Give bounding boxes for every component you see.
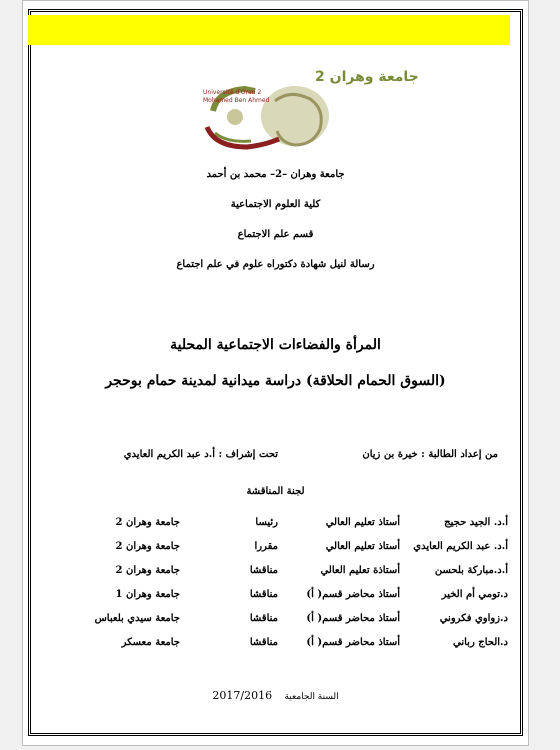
thesis-type: رسالة لنيل شهادة دكتوراه علوم في علم اجتماع — [176, 259, 375, 270]
member-name: أ.د. عبد الكريم العايدي — [413, 541, 508, 552]
university-logo-icon — [195, 61, 419, 153]
member-university: جامعة وهران 2 — [115, 517, 180, 528]
member-role: مناقشا — [249, 637, 278, 648]
department-name: قسم علم الاجتماع — [237, 229, 314, 240]
student-name: من إعداد الطالبة : خيرة بن زيان — [362, 449, 498, 460]
logo-french-subtext: Mohamed Ben Ahmed — [203, 97, 270, 104]
member-role: مناقشا — [249, 613, 278, 624]
academic-year-label: السنة الجامعية — [284, 692, 339, 702]
highlight-bar — [28, 15, 510, 45]
member-rank: أستاذ محاضر قسم( أ) — [306, 613, 400, 624]
thesis-subtitle: (السوق الحمام الحلاقة) دراسة ميدانية لمدينة حمام بوحجر — [105, 373, 446, 389]
university-name: جامعة وهران –2– محمد بن أحمد — [206, 169, 345, 180]
committee-row — [23, 637, 528, 651]
member-rank: أستاذ محاضر قسم( أ) — [306, 589, 400, 600]
academic-year-value: 2017/2016 — [212, 689, 273, 702]
member-name: أ.د. الجيد حجيج — [444, 517, 508, 528]
member-name: د.تومي أم الخير — [441, 589, 508, 600]
member-name: د.الحاج رباني — [453, 637, 508, 648]
university-logo — [195, 61, 419, 153]
member-university: جامعة وهران 2 — [115, 565, 180, 576]
member-role: مناقشا — [249, 565, 278, 576]
committee-row — [23, 565, 528, 579]
member-rank: أستاذة تعليم العالي — [320, 565, 400, 576]
member-name: د.زواوي فكروني — [439, 613, 508, 624]
member-name: أ.د.مباركة بلحسن — [434, 565, 508, 576]
member-role: مقررا — [254, 541, 278, 552]
logo-french-text: Université d'Oran 2 — [203, 89, 262, 96]
member-university: جامعة معسكر — [121, 637, 180, 648]
member-role: رئيسا — [255, 517, 278, 528]
committee-heading: لجنة المناقشة — [246, 486, 305, 497]
committee-row — [23, 541, 528, 555]
member-rank: أستاذ تعليم العالي — [325, 541, 400, 552]
member-rank: أستاذ محاضر قسم( أ) — [306, 637, 400, 648]
member-university: جامعة وهران 2 — [115, 541, 180, 552]
academic-year — [23, 689, 528, 702]
member-rank: أستاذ تعليم العالي — [325, 517, 400, 528]
committee-row — [23, 613, 528, 627]
faculty-name: كلية العلوم الاجتماعية — [230, 199, 321, 210]
member-role: مناقشا — [249, 589, 278, 600]
committee-row — [23, 589, 528, 603]
document-page — [22, 0, 529, 746]
thesis-title: المرأة والفضاءات الاجتماعية المحلية — [170, 337, 381, 353]
member-university: جامعة سيدي بلعباس — [94, 613, 180, 624]
supervisor-name: تحت إشراف : أ.د عبد الكريم العايدي — [123, 449, 278, 460]
member-university: جامعة وهران 1 — [115, 589, 180, 600]
committee-row — [23, 517, 528, 531]
logo-arabic-text: جامعة وهران 2 — [315, 69, 419, 85]
